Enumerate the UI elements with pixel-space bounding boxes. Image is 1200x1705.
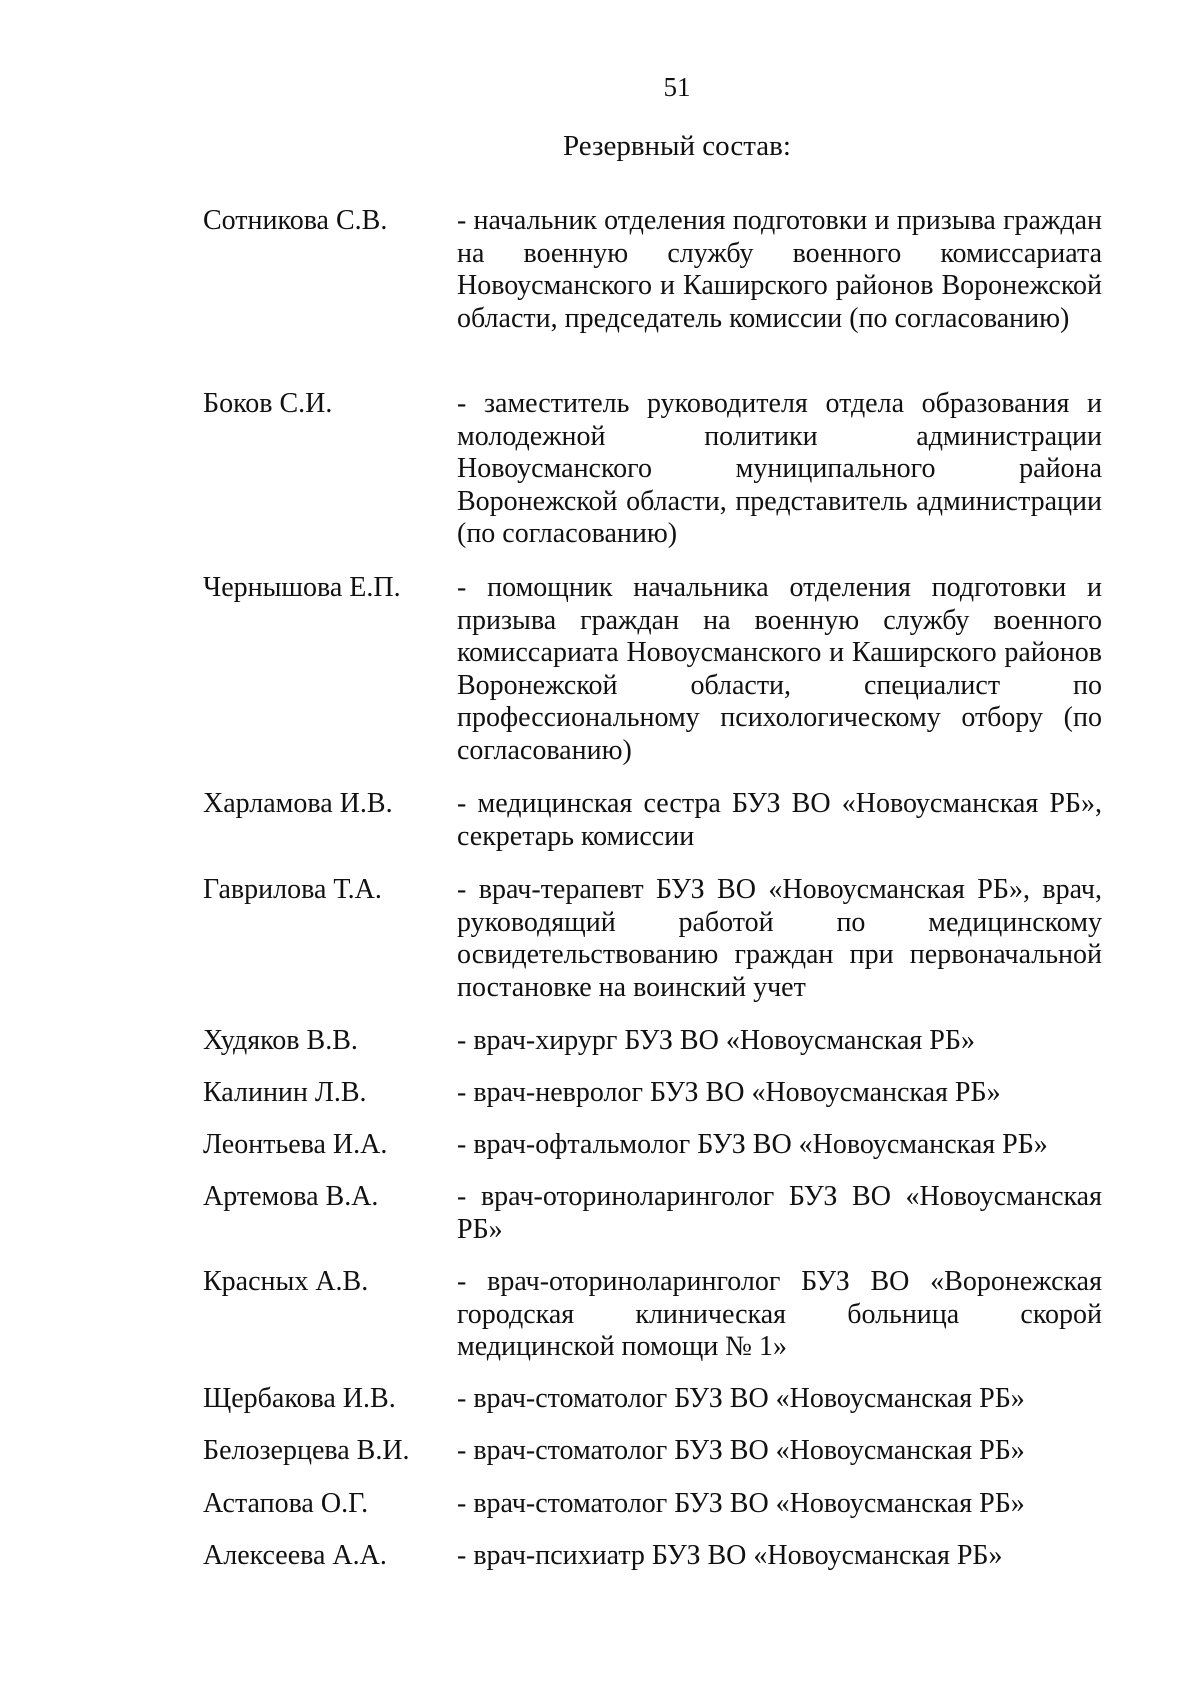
page-number: 51 — [663, 72, 691, 102]
member-name: Боков С.И. — [203, 388, 333, 419]
member-name: Красных А.В. — [203, 1266, 369, 1297]
member-name: Алексеева А.А. — [203, 1540, 387, 1571]
member-role: - врач-оториноларинголог БУЗ ВО «Воронежская городская клиническая больница скорой медицинской помощи № 1» — [457, 1266, 1102, 1362]
section-title: Резервный состав: — [563, 130, 791, 162]
member-name: Калинин Л.В. — [203, 1077, 367, 1108]
member-name: Леонтьева И.А. — [203, 1129, 388, 1160]
member-role: - врач-офтальмолог БУЗ ВО «Новоусманская РБ» — [457, 1129, 1048, 1160]
member-role: - заместитель руководителя отдела образования и молодежной политики администрации Новоусманского муниципального района Воронежской области, представитель администрации (по согласованию) — [457, 388, 1102, 549]
member-name: Сотникова С.В. — [203, 205, 388, 236]
member-name: Артемова В.А. — [203, 1181, 379, 1212]
member-name: Чернышова Е.П. — [203, 572, 401, 603]
member-name: Худяков В.В. — [203, 1025, 358, 1056]
member-role: - медицинская сестра БУЗ ВО «Новоусманская РБ», секретарь комиссии — [457, 788, 1102, 852]
member-role: - помощник начальника отделения подготовки и призыва граждан на военную службу военного комиссариата Новоусманского и Каширского районов Воронежской области, специалист по профессиональному психологическому отбору (по согласованию) — [457, 572, 1102, 766]
member-role: - врач-невролог БУЗ ВО «Новоусманская РБ» — [457, 1077, 1001, 1108]
member-name: Астапова О.Г. — [203, 1488, 369, 1519]
member-role: - врач-хирург БУЗ ВО «Новоусманская РБ» — [457, 1025, 975, 1056]
member-role: - врач-стоматолог БУЗ ВО «Новоусманская РБ» — [457, 1488, 1025, 1519]
member-role: - врач-стоматолог БУЗ ВО «Новоусманская РБ» — [457, 1435, 1025, 1466]
member-name: Гаврилова Т.А. — [203, 874, 382, 905]
member-role: - врач-стоматолог БУЗ ВО «Новоусманская РБ» — [457, 1383, 1025, 1414]
member-name: Щербакова И.В. — [203, 1383, 396, 1414]
member-name: Харламова И.В. — [203, 788, 393, 819]
member-name: Белозерцева В.И. — [203, 1435, 410, 1466]
member-role: - врач-оториноларинголог БУЗ ВО «Новоусманская РБ» — [457, 1181, 1102, 1245]
member-role: - врач-психиатр БУЗ ВО «Новоусманская РБ» — [457, 1540, 1003, 1571]
member-role: - начальник отделения подготовки и призыва граждан на военную службу военного комиссариата Новоусманского и Каширского районов Воронежской области, председатель комиссии (по согласованию) — [457, 205, 1102, 334]
member-role: - врач-терапевт БУЗ ВО «Новоусманская РБ», врач, руководящий работой по медицинскому освидетельствованию граждан при первоначальной постановке на воинский учет — [457, 874, 1102, 1003]
